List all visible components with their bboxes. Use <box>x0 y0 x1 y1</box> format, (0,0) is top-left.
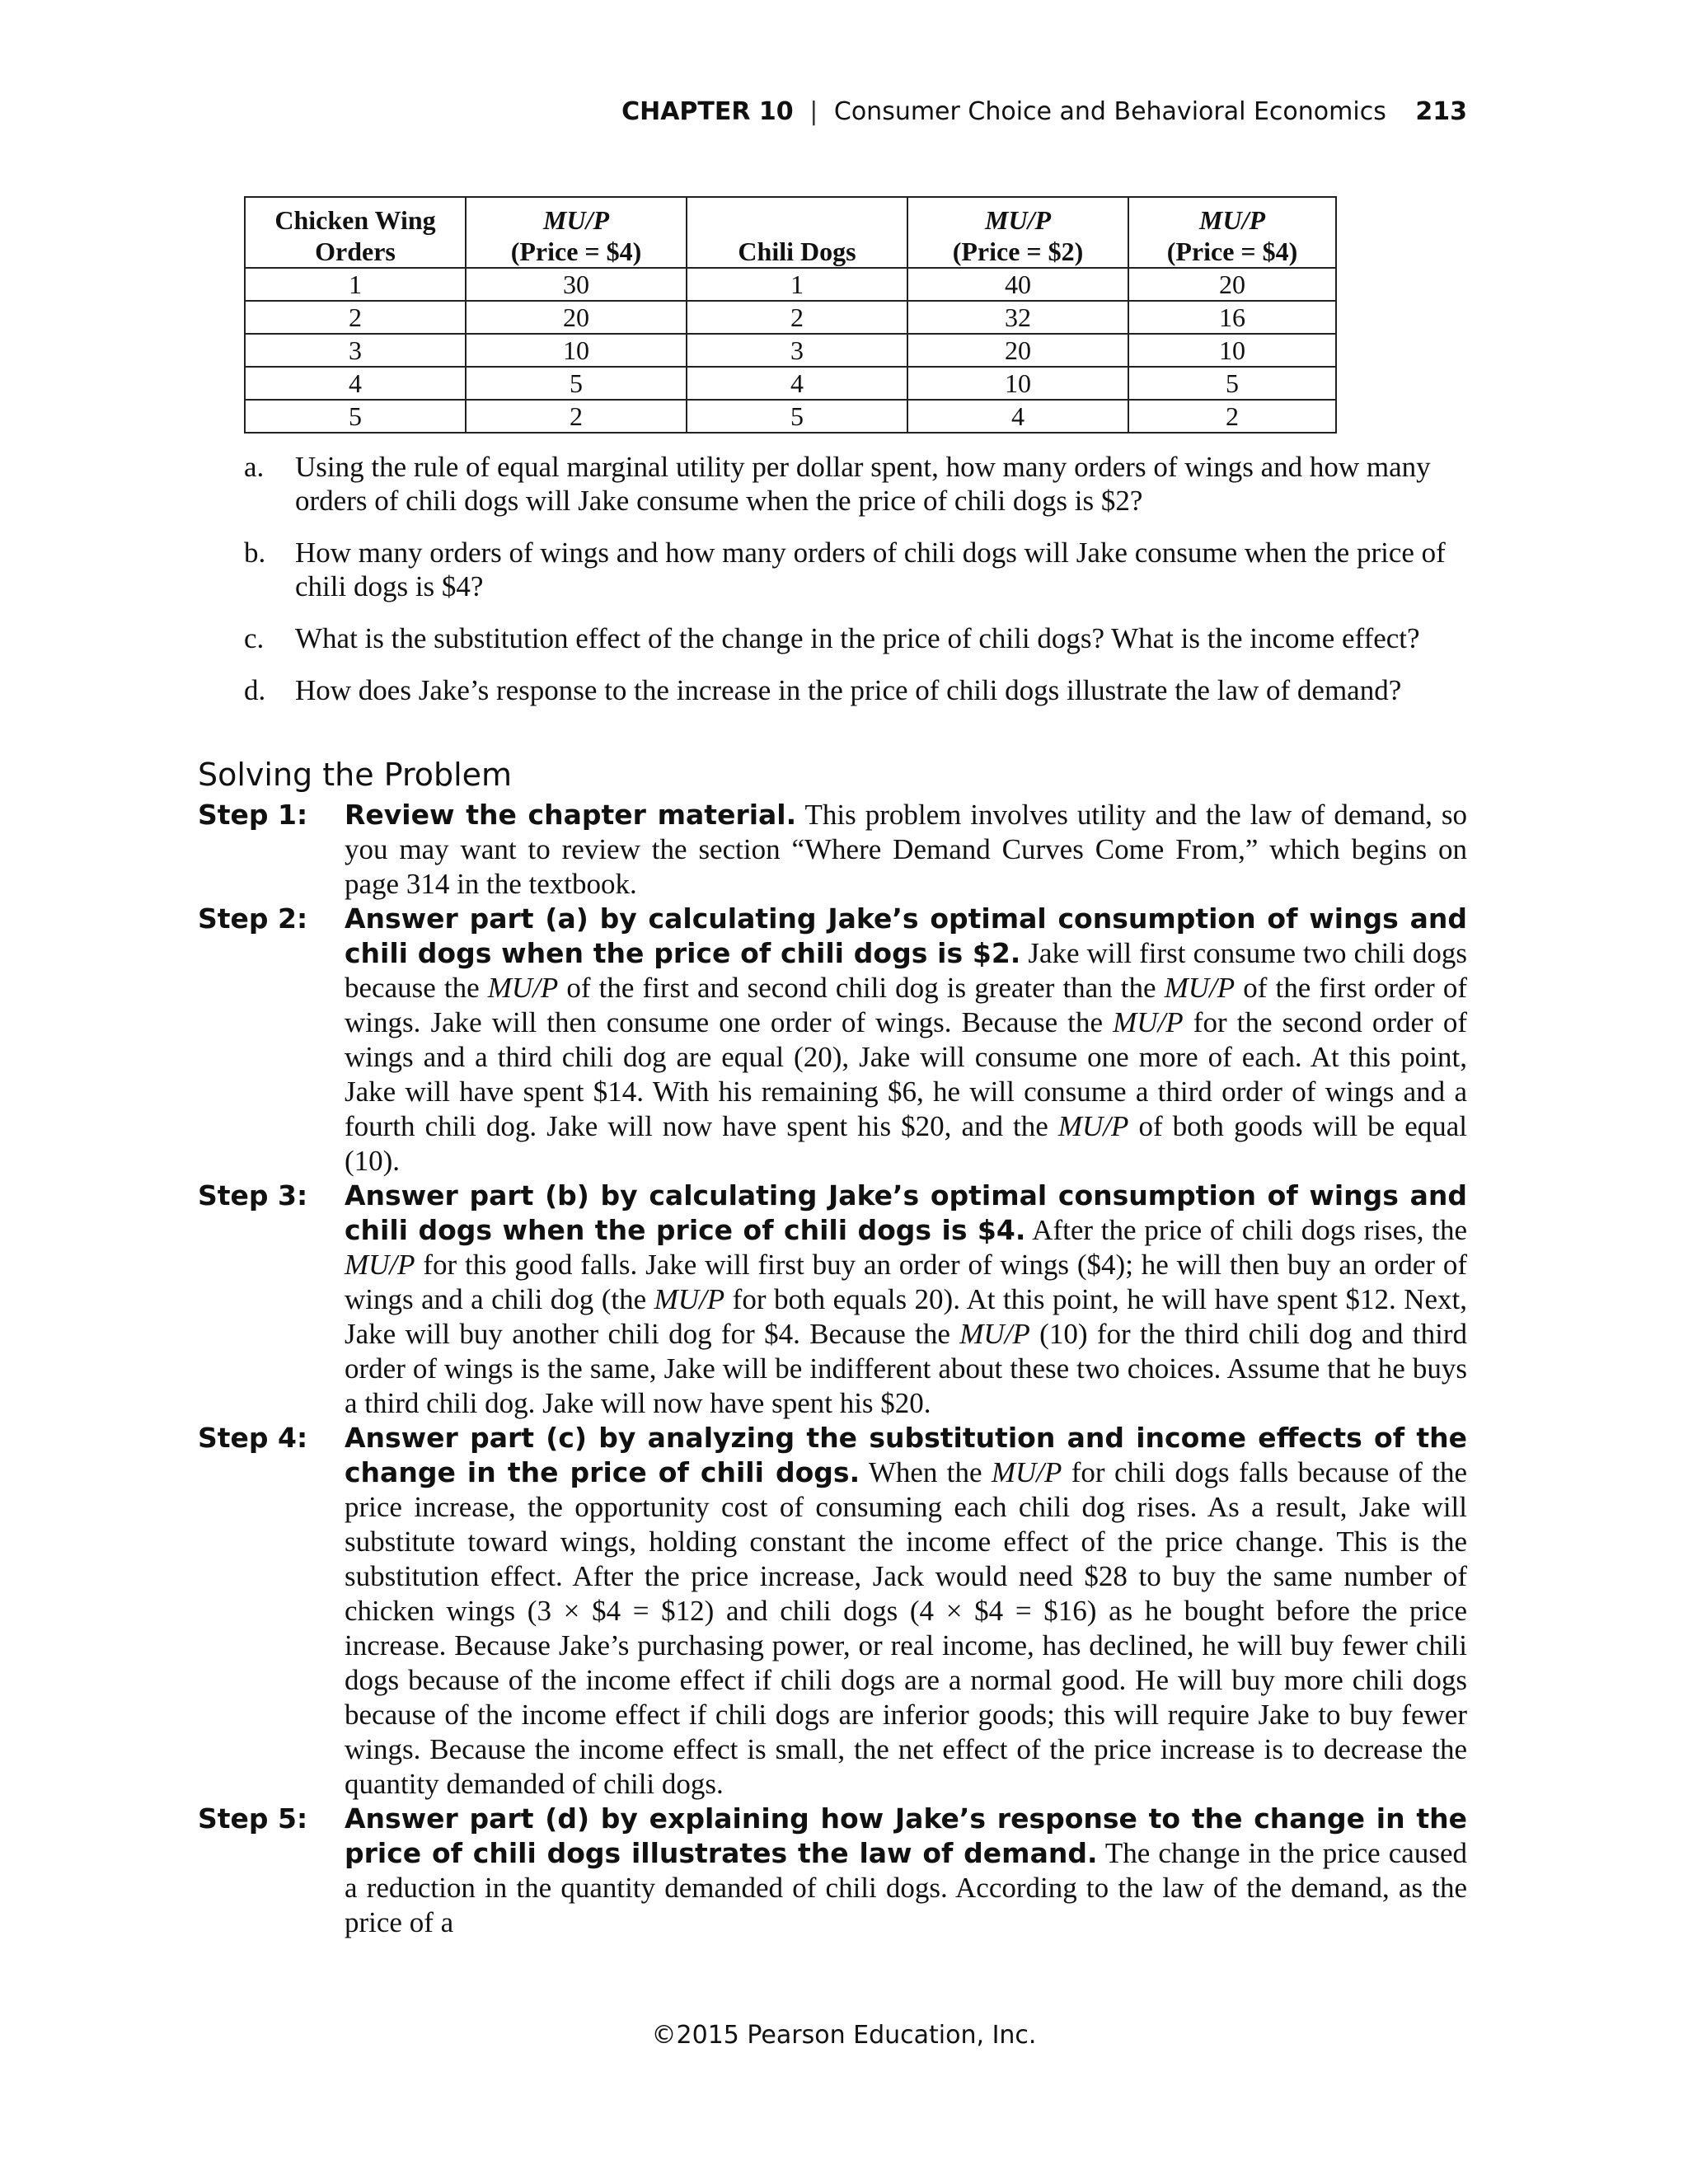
header-mup-wings: MU/P (Price = $4) <box>466 197 687 268</box>
step-heading: Review the chapter material. <box>345 799 797 831</box>
table-row <box>245 301 1336 334</box>
question-item <box>244 450 1480 518</box>
table-cell: 5 <box>1128 367 1336 400</box>
table-row <box>245 268 1336 301</box>
table-cell: 40 <box>907 268 1128 301</box>
step-heading: Answer part (a) by calculating Jake’s optimal consumption of wings and chili dogs when the price of chili dogs is $2. <box>345 902 1467 969</box>
table-cell: 10 <box>907 367 1128 400</box>
table-cell: 1 <box>245 268 466 301</box>
table-cell: 20 <box>1128 268 1336 301</box>
table-row <box>245 334 1336 367</box>
table-cell: 5 <box>687 400 907 433</box>
step-text <box>345 798 1467 902</box>
chapter-title: Consumer Choice and Behavioral Economics <box>833 97 1386 126</box>
table-row <box>245 400 1336 433</box>
table-cell: 10 <box>1128 334 1336 367</box>
step-item <box>198 1802 1467 1940</box>
table-cell: 20 <box>466 301 687 334</box>
table-cell: 2 <box>466 400 687 433</box>
step-label: Step 3: <box>198 1179 308 1212</box>
table-cell: 20 <box>907 334 1128 367</box>
question-label: a. <box>244 451 265 483</box>
table-cell: 5 <box>466 367 687 400</box>
header-mup-chili-4: MU/P (Price = $4) <box>1128 197 1336 268</box>
table-header-row <box>245 197 1336 268</box>
header-separator: | <box>809 97 818 126</box>
table-cell: 5 <box>245 400 466 433</box>
table-cell: 2 <box>245 301 466 334</box>
step-text <box>345 1802 1467 1940</box>
question-label: c. <box>244 622 265 654</box>
step-heading: Answer part (d) by explaining how Jake’s response to the change in the price of chili dogs illustrates the law of demand. <box>345 1802 1467 1869</box>
question-label: b. <box>244 537 266 569</box>
question-item <box>244 536 1480 603</box>
section-title: Solving the Problem <box>198 757 513 793</box>
question-label: d. <box>244 674 266 706</box>
table-cell: 3 <box>687 334 907 367</box>
step-item <box>198 1421 1467 1802</box>
table-cell: 32 <box>907 301 1128 334</box>
table-cell: 16 <box>1128 301 1336 334</box>
question-item <box>244 673 1480 707</box>
copyright-footer: ©2015 Pearson Education, Inc. <box>651 2021 1037 2050</box>
step-label: Step 5: <box>198 1802 308 1835</box>
step-label: Step 2: <box>198 902 308 935</box>
table-cell: 30 <box>466 268 687 301</box>
question-list <box>244 450 1480 725</box>
chapter-label: CHAPTER 10 <box>621 97 794 126</box>
step-label: Step 1: <box>198 799 308 831</box>
step-text <box>345 1421 1467 1802</box>
question-text: How many orders of wings and how many orders of chili dogs will Jake consume when the price of chili dogs is $4? <box>295 537 1446 602</box>
page-number: 213 <box>1415 97 1467 126</box>
step-list <box>198 798 1467 1940</box>
step-body: The change in the price caused a reduction in the quantity demanded of chili dogs. According to the law of the demand, as the price of a <box>345 1837 1467 1938</box>
marginal-utility-table <box>244 196 1337 434</box>
step-item <box>198 798 1467 902</box>
step-item <box>198 902 1467 1179</box>
page-header <box>247 97 1467 126</box>
step-body: Jake will first consume two chili dogs because the MU/P of the first and second chili dog is greater than the MU/P of the first order of wings. Jake will then consume one order of wings. Because the MU/P for the second order of wings and a third chili dog are equal (20), Jake will consume one more of each. At this point, Jake will have spent $14. With his remaining $6, he will consume a third order of wings and a fourth chili dog. Jake will now have spent his $20, and the MU/P of both goods will be equal (10). <box>345 937 1468 1177</box>
table-cell: 4 <box>687 367 907 400</box>
step-text <box>345 902 1467 1179</box>
header-chili-dogs: Chili Dogs <box>687 197 907 268</box>
step-item <box>198 1179 1467 1421</box>
step-heading: Answer part (c) by analyzing the substitution and income effects of the change in the price of chili dogs. <box>345 1422 1467 1488</box>
header-mup-chili-2: MU/P (Price = $2) <box>907 197 1128 268</box>
table-row <box>245 367 1336 400</box>
table-cell: 3 <box>245 334 466 367</box>
table-cell: 4 <box>245 367 466 400</box>
step-body: When the MU/P for chili dogs falls because of the price increase, the opportunity cost of consuming each chili dog rises. As a result, Jake will substitute toward wings, holding constant the income effect of the price change. This is the substitution effect. After the price increase, Jack would need $28 to buy the same number of chicken wings (3 × $4 = $12) and chili dogs (4 × $4 = $16) as he bought before the price increase. Because Jake’s purchasing power, or real income, has declined, he will buy fewer chili dogs because of the income effect if chili dogs are a normal good. He will buy more chili dogs because of the income effect if chili dogs are inferior goods; this will require Jake to buy fewer wings. Because the income effect is small, the net effect of the price increase is to decrease the quantity demanded of chili dogs. <box>345 1456 1467 1800</box>
question-text: Using the rule of equal marginal utility per dollar spent, how many orders of wings and how many orders of chili dogs will Jake consume when the price of chili dogs is $2? <box>295 451 1431 517</box>
table-cell: 1 <box>687 268 907 301</box>
question-text: How does Jake’s response to the increase in the price of chili dogs illustrate the law of demand? <box>295 674 1402 706</box>
question-item <box>244 621 1480 655</box>
table-cell: 2 <box>1128 400 1336 433</box>
step-body: This problem involves utility and the law of demand, so you may want to review the section “Where Demand Curves Come From,” which begins on page 314 in the textbook. <box>345 799 1467 900</box>
step-text <box>345 1179 1467 1421</box>
table-cell: 10 <box>466 334 687 367</box>
table-cell: 2 <box>687 301 907 334</box>
table-cell: 4 <box>907 400 1128 433</box>
question-text: What is the substitution effect of the change in the price of chili dogs? What is the income effect? <box>295 622 1420 654</box>
step-body: After the price of chili dogs rises, the MU/P for this good falls. Jake will first buy an order of wings ($4); he will then buy an order of wings and a chili dog (the MU/P for both equals 20). At this point, he will have spent $12. Next, Jake will buy another chili dog for $4. Because the MU/P (10) for the third chili dog and third order of wings is the same, Jake will be indifferent about these two choices. Assume that he buys a third chili dog. Jake will now have spent his $20. <box>345 1214 1468 1419</box>
step-heading: Answer part (b) by calculating Jake’s optimal consumption of wings and chili dogs when the price of chili dogs is $4. <box>345 1179 1467 1246</box>
header-wing-orders: Chicken Wing Orders <box>245 197 466 268</box>
step-label: Step 4: <box>198 1422 308 1454</box>
